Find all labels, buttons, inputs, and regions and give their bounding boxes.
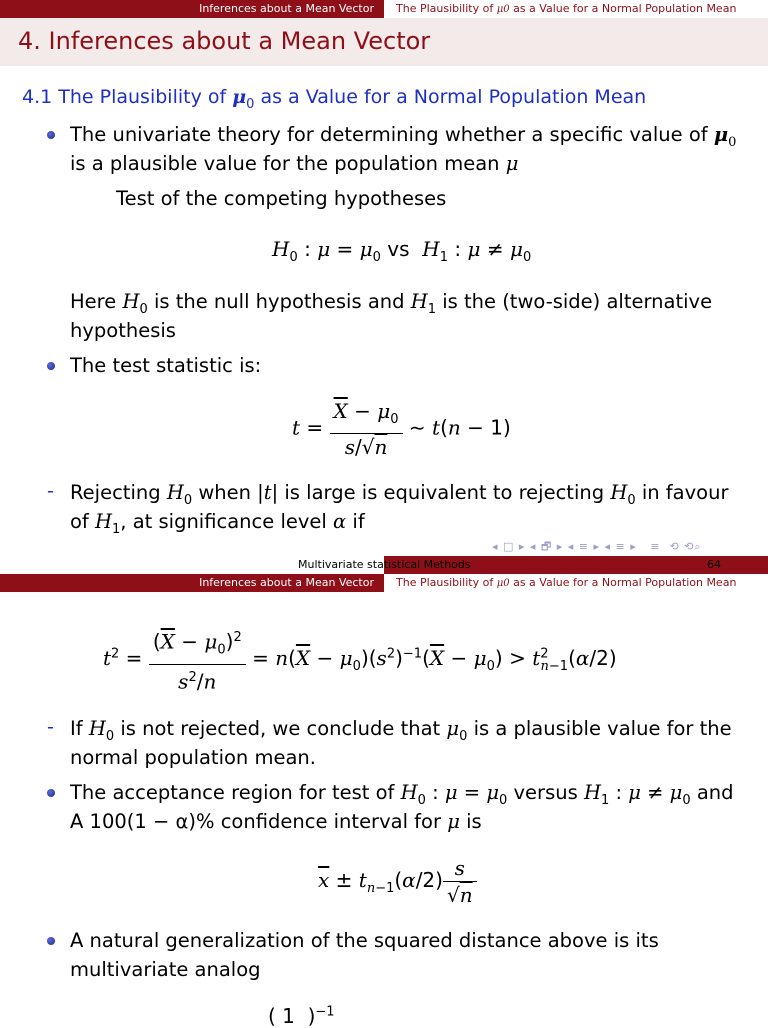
- footer-bar: [0, 556, 768, 574]
- hypotheses-equation: $H_0$ : $\mu = \mu_0$ vs $H_1$ : $\mu \ne \mu_0$: [272, 237, 532, 265]
- not-rejected-text: If $H_0$ is not rejected, we conclude that $\mu_0$ is a plausible value for the: [70, 717, 732, 744]
- dash-icon: -: [47, 480, 54, 502]
- generalization-text: A natural generalization of the squared distance above is its: [70, 929, 659, 952]
- page-number: 64: [707, 558, 721, 571]
- bullet-text: The univariate theory for determining whether a specific value of $\mu_0$: [70, 123, 737, 150]
- header-subsection-2[interactable]: The Plausibility of μ0 as a Value for a Normal Population Mean: [384, 574, 768, 592]
- bullet-icon: [47, 937, 55, 945]
- acceptance-text: The acceptance region for test of $H_0$ : $\mu = \mu_0$ versus $H_1$ : $\mu \ne \mu_0$ and: [70, 781, 734, 808]
- not-rejected-text-cont: normal population mean.: [70, 746, 316, 769]
- bullet-text: The test statistic is:: [70, 354, 262, 377]
- header-bar: [0, 0, 768, 18]
- rejection-text-cont: of $H_1$, at significance level α if: [70, 510, 365, 537]
- beamer-nav-icon[interactable]: ◂ □ ▸ ◂ 🗗 ▸ ◂ ≡ ▸ ◂ ≡ ▸ ≡ ⟲ ⟲⌕: [492, 540, 702, 553]
- t-statistic-equation: t = $\frac{\overline{X} - \mu_0}{s/√n}$ ∼ t(n − 1): [292, 399, 511, 459]
- dash-icon: -: [47, 716, 54, 738]
- header-subsection[interactable]: The Plausibility of μ0 as a Value for a Normal Population Mean: [384, 0, 768, 18]
- acceptance-text-cont: A 100(1 − α)% confidence interval for μ is: [70, 810, 482, 833]
- bullet-icon: [47, 131, 55, 139]
- generalization-text-cont: multivariate analog: [70, 958, 261, 981]
- rejection-text: Rejecting $H_0$ when |t| is large is equivalent to rejecting $H_0$ in favour: [70, 481, 729, 508]
- header-section-2[interactable]: Inferences about a Mean Vector: [0, 574, 384, 592]
- bullet-text-cont: is a plausible value for the population mean μ: [70, 152, 519, 175]
- bullet-icon: [47, 362, 55, 370]
- null-hypothesis-text: Here $H_0$ is the null hypothesis and $H_1$ is the (two-side) alternative: [70, 290, 713, 317]
- t-squared-equation: $t^2$ = $\frac{(\overline{X} - \mu_0)^2}{s^2/n}$ = $n(\overline{X} - \mu_0)(s^2)^{-1}(\overline{X} - \mu_0) > t^2_{n-1}(\alpha/2)$: [103, 625, 617, 694]
- frame-title: 4. Inferences about a Mean Vector: [0, 18, 768, 66]
- null-hypothesis-text-cont: hypothesis: [70, 319, 176, 342]
- bullet-icon: [47, 789, 55, 797]
- partial-equation: ( 1 )$^{-1}$: [268, 1004, 335, 1028]
- footer-title: Multivariate statistical Methods: [298, 558, 471, 571]
- header-section[interactable]: Inferences about a Mean Vector: [0, 0, 384, 18]
- test-line: Test of the competing hypotheses: [116, 187, 447, 210]
- subsection-title: 4.1 The Plausibility of $\mu_0$ as a Value for a Normal Population Mean: [22, 86, 647, 112]
- header-bar-2: [0, 574, 768, 592]
- confidence-interval-equation: $\overline{x} \pm t_{n-1}(\alpha/2)$ $\frac{s}{√n}$: [318, 855, 477, 908]
